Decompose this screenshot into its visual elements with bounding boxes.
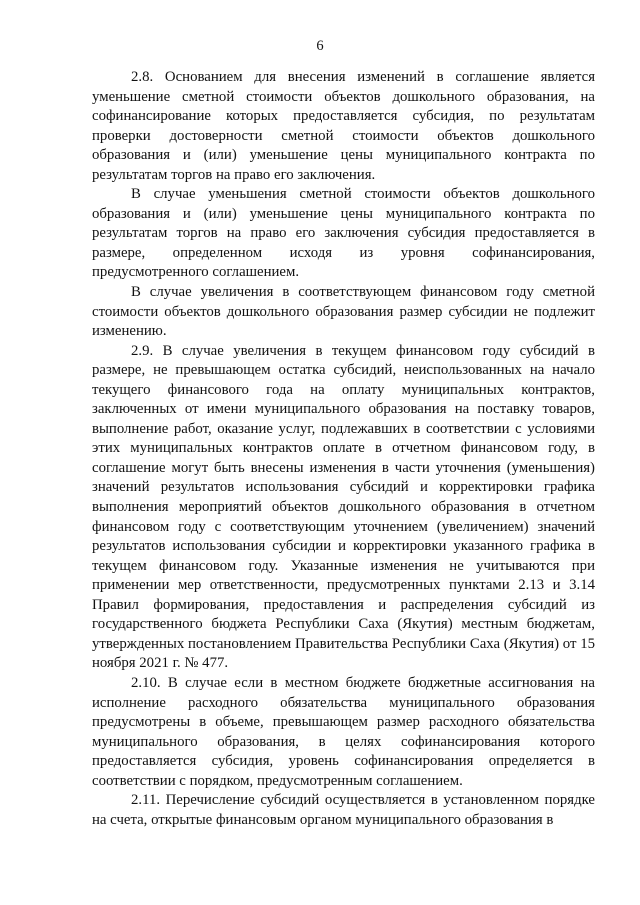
page-number: 6 xyxy=(316,38,324,54)
paragraph-2-8: 2.8. Основанием для внесения изменений в соглашение является уменьшение сметной стоимости объектов дошкольного образования, на софинансирование которых предоставляется субсидия, по результатам проверки достоверности сметной стоимости объектов дошкольного образования и (или) уменьшение цены муниципального контракта по результатам торгов на право его заключения. xyxy=(92,69,595,183)
paragraph-estimate-increase: В случае увеличения в соответствующем финансовом году сметной стоимости объектов дошкольного образования размер субсидии не подлежит изменению. xyxy=(92,284,595,340)
paragraph-estimate-decrease: В случае уменьшения сметной стоимости объектов дошкольного образования и (или) уменьшение цены муниципального контракта по результатам торгов на право его заключения субсидия предоставляется в размере, определенном исходя из уровня софинансирования, предусмотренного соглашением. xyxy=(92,186,595,281)
paragraph-2-9: 2.9. В случае увеличения в текущем финансовом году субсидий в размере, не превышающем остатка субсидий, неиспользованных на начало текущего финансового года на оплату муниципальных контрактов, заключенных от имени муниципального образования на поставку товаров, выполнение работ, оказание услуг, подлежавших в соответствии с условиями этих муниципальных контрактов оплате в отчетном финансовом году, в соглашение могут быть внесены изменения в части уточнения (уменьшения) значений результатов использования субсидий и корректировки графика выполнения мероприятий объектов дошкольного образования в отчетном финансовом году с соответствующим уточнением (увеличением) значений результатов использования субсидии и корректировки указанного графика в текущем финансовом году. Указанные изменения не учитываются при применении мер ответственности, предусмотренных пунктами 2.13 и 3.14 Правил формирования, предоставления и распределения субсидий из государственного бюджета Республики Саха (Якутия) местным бюджетам, утвержденных постановлением Правительства Республики Саха (Якутия) от 15 ноября 2021 г. № 477. xyxy=(92,342,595,672)
paragraph-2-10: 2.10. В случае если в местном бюджете бюджетные ассигнования на исполнение расходного обязательства муниципального образования предусмотрены в объеме, превышающем размер расходного обязательства муниципального образования, в целях софинансирования которого предоставляется субсидия, уровень софинансирования определяется в соответствии с порядком, предусмотренным соглашением. xyxy=(92,674,595,789)
document-body xyxy=(92,68,595,830)
paragraph-2-11: 2.11. Перечисление субсидий осуществляется в установленном порядке на счета, открытые финансовым органом муниципального образования в xyxy=(92,792,595,828)
